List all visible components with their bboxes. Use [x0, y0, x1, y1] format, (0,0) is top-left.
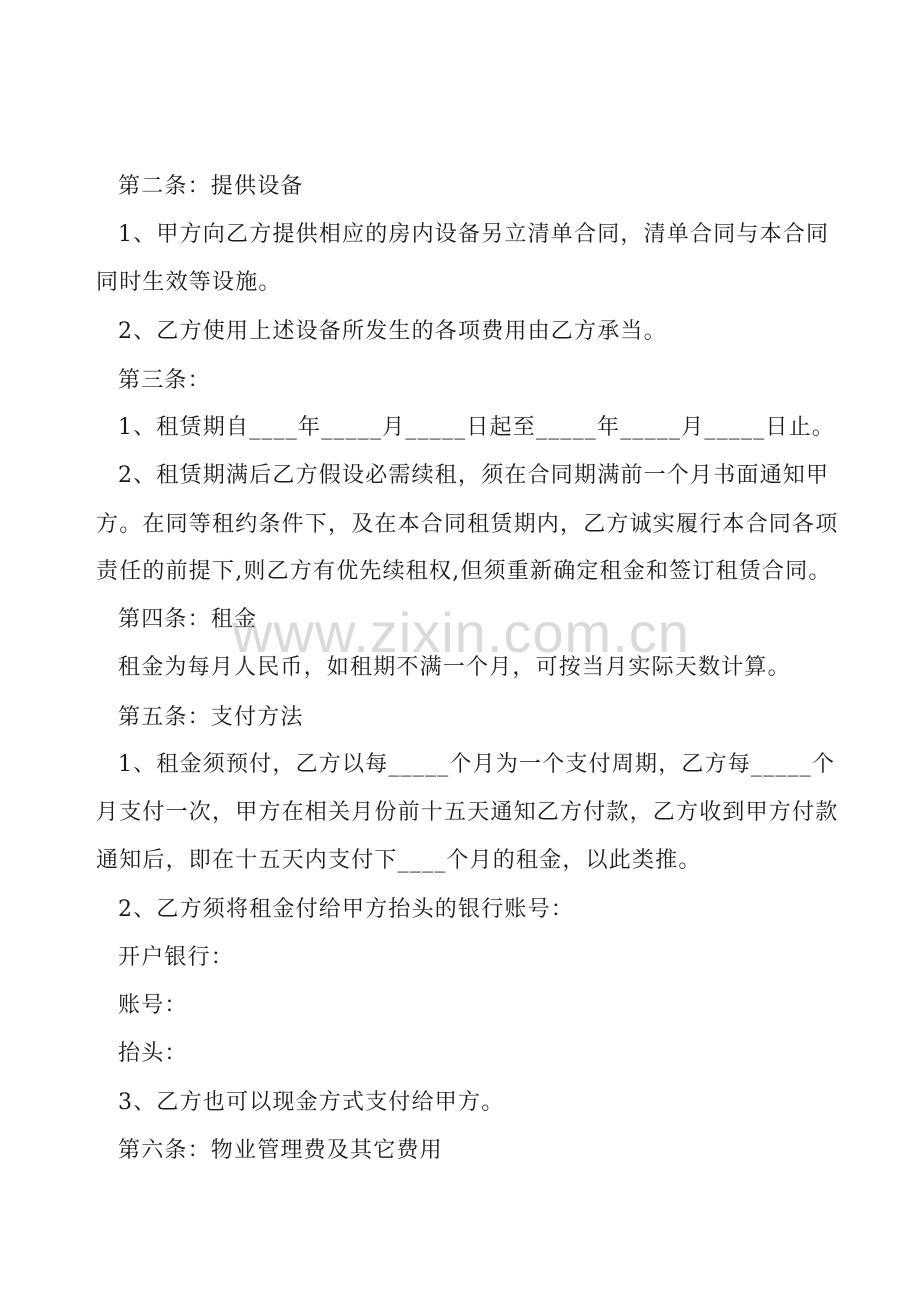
account-title-field: 抬头： [118, 1041, 188, 1066]
article-2-heading: 第二条：提供设备 [118, 174, 304, 199]
article-2-clause-2: 2、乙方使用上述设备所发生的各项费用由乙方承当。 [118, 319, 667, 344]
article-5-heading: 第五条：支付方法 [118, 705, 304, 730]
article-2-clause-1-line-1: 1、甲方向乙方提供相应的房内设备另立清单合同，清单合同与本合同 [118, 222, 830, 247]
article-5-clause-1-line-3: 通知后，即在十五天内支付下____个月的租金，以此类推。 [96, 848, 702, 873]
article-5-clause-3: 3、乙方也可以现金方式支付给甲方。 [118, 1090, 505, 1115]
article-3-clause-2-line-3: 责任的前提下,则乙方有优先续租权,但须重新确定租金和签订租赁合同。 [96, 559, 832, 584]
article-2-clause-1-line-2: 同时生效等设施。 [96, 270, 282, 295]
article-5-clause-1-line-2: 月支付一次，甲方在相关月份前十五天通知乙方付款，乙方收到甲方付款 [96, 800, 839, 825]
account-number-field: 账号： [118, 993, 188, 1018]
article-5-clause-2: 2、乙方须将租金付给甲方抬头的银行账号： [118, 897, 574, 922]
article-3-clause-2-line-2: 方。在同等租约条件下，及在本合同租赁期内，乙方诚实履行本合同各项 [96, 512, 839, 537]
article-3-clause-2-line-1: 2、租赁期满后乙方假设必需续租，须在合同期满前一个月书面通知甲 [118, 463, 830, 488]
article-4-rent-text: 租金为每月人民币，如租期不满一个月，可按当月实际天数计算。 [118, 655, 791, 680]
article-6-heading: 第六条：物业管理费及其它费用 [118, 1138, 443, 1163]
article-3-clause-1: 1、租赁期自____年_____月_____日起至_____年_____月_____日止。 [118, 415, 835, 440]
watermark-text: www.zixin.com.cn [232, 601, 690, 664]
article-3-heading: 第三条： [118, 368, 211, 393]
article-5-clause-1-line-1: 1、租金须预付，乙方以每_____个月为一个支付周期，乙方每_____个 [118, 752, 836, 777]
article-4-heading: 第四条：租金 [118, 607, 258, 632]
bank-name-field: 开户银行： [118, 945, 235, 970]
